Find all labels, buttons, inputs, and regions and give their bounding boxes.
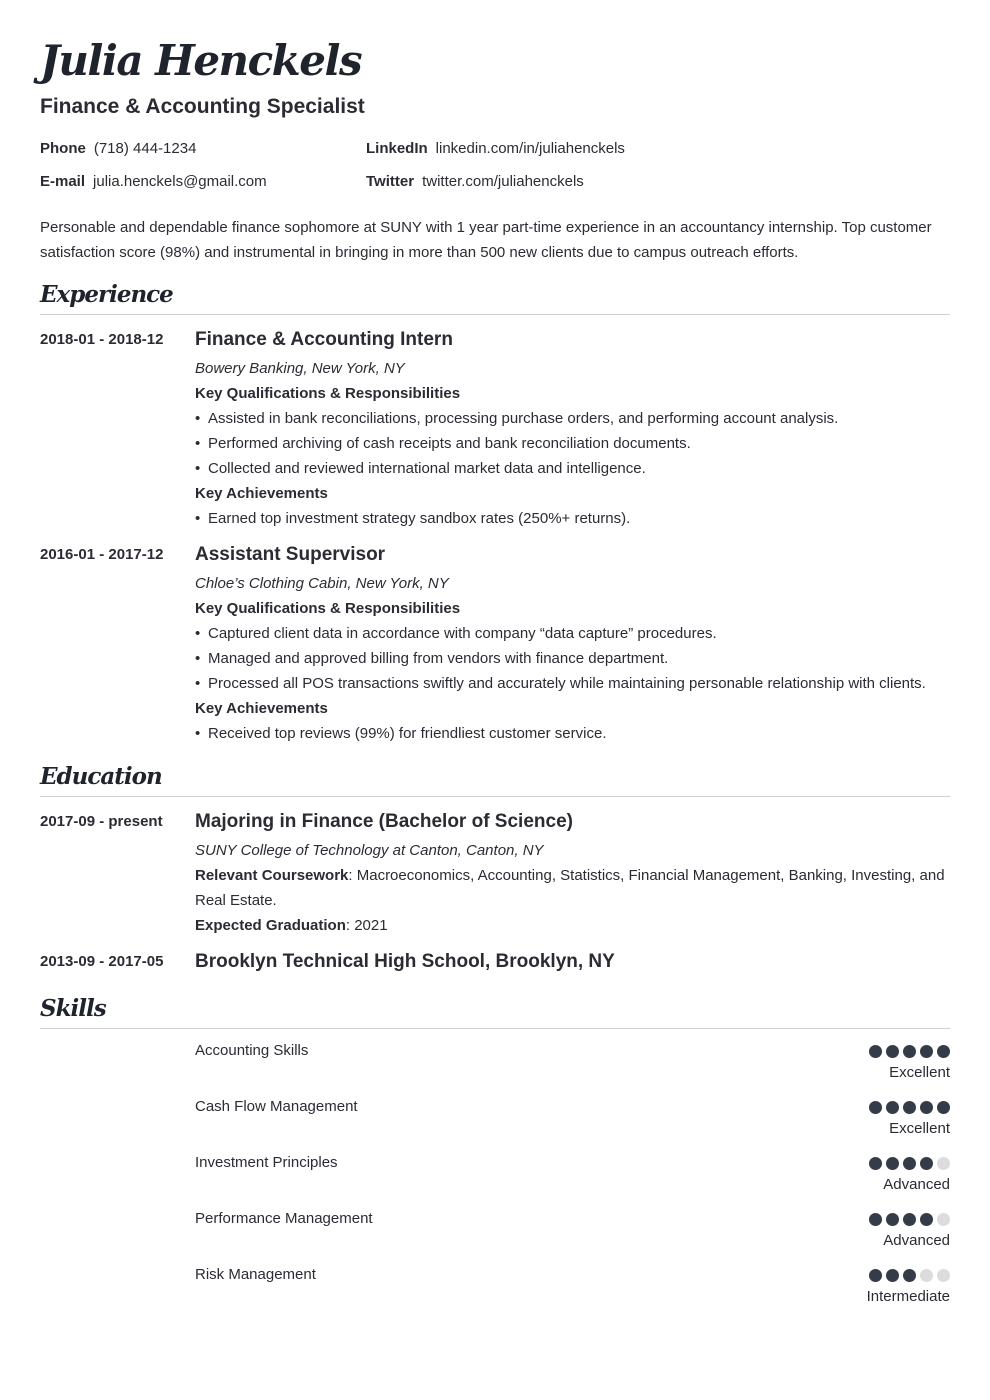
skill-level: Excellent xyxy=(889,1120,950,1137)
twitter-label: Twitter xyxy=(366,173,415,190)
qualifications-heading: Key Qualifications & Responsibilities xyxy=(195,385,461,402)
rating-dot-filled xyxy=(886,1045,899,1058)
rating-dot-filled xyxy=(886,1269,899,1282)
skill-row xyxy=(195,1265,950,1315)
rating-dot-filled xyxy=(903,1045,916,1058)
rating-dot-empty xyxy=(937,1269,950,1282)
skill-name: Cash Flow Management xyxy=(195,1098,358,1115)
rating-dot-filled xyxy=(886,1157,899,1170)
achievement-item: • Earned top investment strategy sandbox rates (250%+ returns). xyxy=(195,506,950,531)
candidate-name: Julia Henckels xyxy=(40,36,362,85)
company: Bowery Banking, New York, NY xyxy=(195,360,405,377)
job-title-headline: Finance & Accounting Specialist xyxy=(40,95,365,118)
phone-label: Phone xyxy=(40,140,86,157)
twitter-value: twitter.com/juliahenckels xyxy=(422,173,584,190)
skill-name: Accounting Skills xyxy=(195,1042,309,1059)
job-dates: 2016-01 - 2017-12 xyxy=(40,546,164,563)
experience-section-heading xyxy=(40,280,950,315)
job-dates: 2018-01 - 2018-12 xyxy=(40,331,164,348)
phone-value: (718) 444-1234 xyxy=(93,140,197,157)
email-label: E-mail xyxy=(40,173,86,190)
school: SUNY College of Technology at Canton, Canton, NY xyxy=(195,842,544,859)
education-section-heading xyxy=(40,762,950,797)
graduation xyxy=(195,913,950,938)
skill-rating xyxy=(869,1213,950,1226)
skill-name: Performance Management xyxy=(195,1210,373,1227)
achievements-heading: Key Achievements xyxy=(195,485,328,502)
rating-dot-filled xyxy=(937,1101,950,1114)
qualifications-heading: Key Qualifications & Responsibilities xyxy=(195,600,461,617)
rating-dot-filled xyxy=(920,1045,933,1058)
graduation-year: : 2021 xyxy=(345,917,388,934)
contact-phone xyxy=(40,139,196,159)
skills-heading-text: Skills xyxy=(40,995,106,1022)
job-title: Assistant Supervisor xyxy=(195,544,386,565)
skill-row xyxy=(195,1097,950,1147)
experience-heading-text: Experience xyxy=(40,281,173,308)
qualification-item: • Performed archiving of cash receipts and bank reconciliation documents. xyxy=(195,431,950,456)
rating-dot-filled xyxy=(920,1101,933,1114)
rating-dot-filled xyxy=(903,1157,916,1170)
skill-level: Excellent xyxy=(889,1064,950,1081)
rating-dot-filled xyxy=(886,1101,899,1114)
skill-level: Intermediate xyxy=(866,1288,950,1305)
skill-row xyxy=(195,1041,950,1091)
rating-dot-filled xyxy=(937,1045,950,1058)
education-dates: 2017-09 - present xyxy=(40,813,163,830)
rating-dot-empty xyxy=(937,1213,950,1226)
skill-name: Investment Principles xyxy=(195,1154,338,1171)
coursework-label: Relevant Coursework xyxy=(195,867,349,884)
education-heading-text: Education xyxy=(40,763,162,790)
education-dates: 2013-09 - 2017-05 xyxy=(40,953,164,970)
achievement-item: • Received top reviews (99%) for friendliest customer service. xyxy=(195,721,950,746)
contact-twitter xyxy=(366,172,584,192)
degree: Majoring in Finance (Bachelor of Science) xyxy=(195,811,573,832)
contact-linkedin xyxy=(366,139,625,159)
email-value: julia.henckels@gmail.com xyxy=(93,173,267,190)
qualification-item: • Assisted in bank reconciliations, processing purchase orders, and performing account analysis. xyxy=(195,406,950,431)
contact-email xyxy=(40,172,267,192)
skill-rating xyxy=(869,1269,950,1282)
achievements-heading: Key Achievements xyxy=(195,700,328,717)
rating-dot-filled xyxy=(886,1213,899,1226)
rating-dot-filled xyxy=(920,1157,933,1170)
company: Chloe’s Clothing Cabin, New York, NY xyxy=(195,575,449,592)
rating-dot-filled xyxy=(869,1213,882,1226)
skill-level: Advanced xyxy=(883,1232,950,1249)
rating-dot-filled xyxy=(869,1045,882,1058)
rating-dot-empty xyxy=(920,1269,933,1282)
rating-dot-filled xyxy=(903,1101,916,1114)
coursework-list: : Macroeconomics, Accounting, Statistics, Financial Management, Banking, Investing, and Real Estate. xyxy=(195,867,945,909)
qualification-item: • Captured client data in accordance with company “data capture” procedures. xyxy=(195,621,950,646)
coursework xyxy=(195,863,950,913)
skill-rating xyxy=(869,1101,950,1114)
rating-dot-filled xyxy=(903,1213,916,1226)
skill-row xyxy=(195,1209,950,1259)
qualification-item: • Managed and approved billing from vendors with finance department. xyxy=(195,646,950,671)
school-name: Brooklyn Technical High School, Brooklyn, NY xyxy=(195,951,615,972)
rating-dot-filled xyxy=(903,1269,916,1282)
linkedin-value: linkedin.com/in/juliahenckels xyxy=(435,140,625,157)
rating-dot-filled xyxy=(869,1101,882,1114)
skill-rating xyxy=(869,1045,950,1058)
profile-summary: Personable and dependable finance sophomore at SUNY with 1 year part-time experience in an accountancy internship. Top customer satisfaction score (98%) and instrumental in bringing in more than 500 new clients due to campus outreach efforts. xyxy=(40,219,932,261)
rating-dot-filled xyxy=(869,1269,882,1282)
rating-dot-filled xyxy=(920,1213,933,1226)
skill-rating xyxy=(869,1157,950,1170)
job-title: Finance & Accounting Intern xyxy=(195,329,453,350)
skill-level: Advanced xyxy=(883,1176,950,1193)
rating-dot-filled xyxy=(869,1157,882,1170)
skill-name: Risk Management xyxy=(195,1266,316,1283)
skill-row xyxy=(195,1153,950,1203)
qualification-item: • Processed all POS transactions swiftly and accurately while maintaining personable relationship with clients. xyxy=(195,671,950,696)
graduation-label: Expected Graduation xyxy=(195,917,346,934)
skills-section-heading xyxy=(40,994,950,1029)
linkedin-label: LinkedIn xyxy=(366,140,428,157)
rating-dot-empty xyxy=(937,1157,950,1170)
qualification-item: • Collected and reviewed international market data and intelligence. xyxy=(195,456,950,481)
